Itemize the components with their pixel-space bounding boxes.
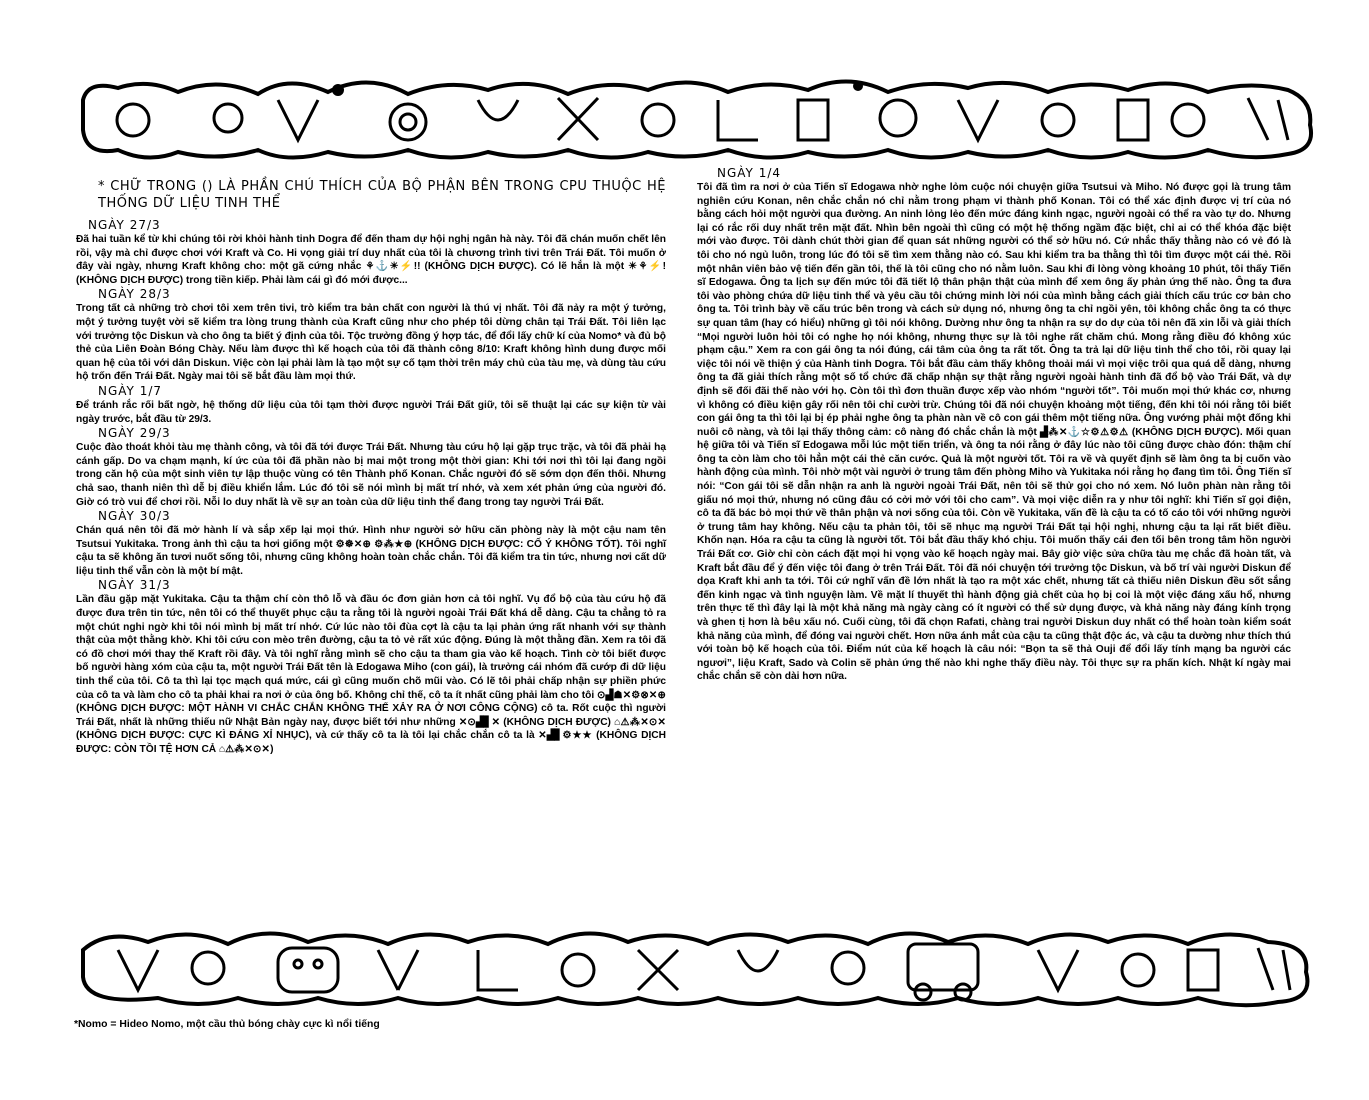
entry-date: NGÀY 30/3 (98, 509, 171, 524)
diary-entry (76, 384, 666, 426)
graffiti-lettering-top (78, 70, 1318, 166)
diary-right-column (697, 166, 1291, 684)
cpu-annotation-note: * CHỮ TRONG () LÀ PHẦN CHÚ THÍCH CỦA BỘ PHẬN BÊN TRONG CPU THUỘC HỆ THỐNG DỮ LIỆU TINH THỂ (98, 179, 666, 211)
entry-date: NGÀY 1/7 (98, 383, 163, 398)
entry-text: Đã hai tuần kể từ khi chúng tôi rời khỏi hành tinh Dogra để đến tham dự hội nghị ngân hà này. Tôi đã chán muốn chết lên rồi, vậy mà chỉ được chơi với Kraft và Co. Hi vọng giải trí duy nhất của tôi là chương trình tivi trên Trái Đất. Tôi muốn ở đây vài ngày, nhưng Kraft không cho: một gã cứng nhắc ⚘⚓☀⚡!! (KHÔNG DỊCH ĐƯỢC). Có lẽ hắn là một ☀⚘⚡! (KHÔNG DỊCH ĐƯỢC) trong tiền kiếp. Phải làm cái gì đó mới được... (76, 234, 666, 286)
entry-date: NGÀY 29/3 (98, 426, 171, 441)
diary-entry (697, 166, 1291, 684)
entry-text: Chán quá nên tôi đã mở hành lí và sắp xếp lại mọi thứ. Hình như người sở hữu căn phòng này là một cậu nam tên Tsutsui Yukitaka. Trong ảnh thì cậu ta hơi giống một ⚙☸✕⊕ ⚙⁂★⊕ (KHÔNG DỊCH ĐƯỢC: CỐ Ý KHÔNG TỐT). Tôi nghĩ cậu ta sẽ không ăn tươi nuốt sống tôi, nhưng cũng không hoàn toàn chắc chắn. Tôi đã kiểm tra tin tức, nhưng nơi cất dữ liệu tinh thể vẫn còn là một bí mật. (76, 525, 666, 577)
graffiti-lettering-bottom (78, 922, 1318, 1010)
entry-date: NGÀY 1/4 (717, 166, 782, 180)
top-graffiti-banner (78, 70, 1318, 166)
diary-left-column (76, 178, 666, 757)
entry-text: Trong tất cả những trò chơi tôi xem trên tivi, trò kiểm tra bản chất con người là thú vị nhất. Tôi đã nảy ra một ý tưởng, một ý tưởng tuyệt vời sẽ kiểm tra lòng trung thành của Kraft cũng như cho phép tôi dừng chân tại Trái Đất. Tôi liên lạc với trưởng tộc Diskun và cho ông ta biết ý định của tôi. Tộc trưởng đồng ý hợp tác, để đổi lấy chữ kí của Nomo* và đủ bộ thẻ của Liên Đoàn Bóng Chày. Nếu làm được thì kế hoạch của tôi đã thành công 8/10: Kraft không hình dung được mối quan hệ của tôi với dân Diskun. Việc còn lại phải làm là tạo một sự cố tạm thời trên máy chủ của tàu mẹ, và dùng tàu cứu hộ trốn đến Trái Đất. Ngày mai tôi sẽ bắt đầu làm mọi thứ. (76, 303, 666, 383)
diary-entry (76, 287, 666, 384)
entry-date: NGÀY 28/3 (98, 287, 171, 302)
bottom-graffiti-banner (78, 922, 1318, 1010)
entry-date: NGÀY 27/3 (88, 218, 161, 232)
footnote: *Nomo = Hideo Nomo, một cầu thủ bóng chày cực kì nổi tiếng (74, 1019, 380, 1030)
entry-text: Tôi đã tìm ra nơi ở của Tiến sĩ Edogawa nhờ nghe lỏm cuộc nói chuyện giữa Tsutsui và Miho. Nó được gọi là trung tâm nghiên cứu Konan, nên chắc chắn nó chỉ nằm trong phạm vi thành phố Konan. Tôi có thể xác định được vị trí của nó bằng cách hỏi một người qua đường. An ninh lỏng lẻo đến mức đáng kinh ngạc, người ngoài có thể ra vào tự do. Nhưng lại có rắc rối duy nhất trên mặt đất. Nhìn bên ngoài thì cũng có một hệ thống ngầm đặc biệt, chỉ ai có thể khóa đặc biệt mới vào được. Tôi dành chút thời gian để quan sát những người có thể sở hữu nó. Cứ nhắc thấy thằng nào có vẻ đó là tôi cho nó ngủ luôn, trong lúc đó tôi sẽ tìm xem thằng nào có. Sau khi kiểm tra ba thằng thì tôi tìm được một cái thẻ. Rồi một nhân viên bảo vệ tiến đến gần tôi, thế là tôi cũng cho nó nằm luôn. Sau khi đi lòng vòng khoảng 10 phút, tôi thấy Tiến sĩ Edogawa. Ông ta lịch sự đến mức tôi đã tiết lộ thân phận thật của mình để xem ông ấy phản ứng thế nào. Ông ta đưa tôi vào phòng chứa dữ liệu tinh thể và yêu cầu tôi chứng minh lời nói của mình bằng cách giải thích cấu trúc cơ bản cho ông ta. Tôi trình bày về cấu trúc bên trong và cách sử dụng nó, nhưng ông ta chỉ ngồi yên, tôi không chắc ông ta có thực sự quan tâm (hay có hiểu) những gì tôi nói không. Dường như ông ta nhận ra sự do dự của tôi nên đã xin lỗi và giải thích “Mọi người luôn hỏi tôi có nghe họ nói không, nhưng thực sự là tôi nghe rất chăm chú. Mong rằng điều đó không xúc phạm cậu.” Xem ra con gái ông ta nói đúng, cái tâm của ông ta rất tốt. Ông ta trả lại dữ liệu tinh thể cho tôi, rồi quay lại việc tôi nói về thiện ý của Hành tinh Dogra. Tôi bắt đầu cảm thấy không thoải mái vì mọi việc trôi qua quá dễ dàng, nhưng ông ta đã giải thích rằng một số tổ chức đã chấp nhận sự thật rằng người ngoài hành tinh đã đổ bộ vào Trái Đất, và dự định sẽ đối đãi thế nào với họ. Còn tôi thì đơn thuần được xếp vào nhóm “người tốt”. Tôi muốn mọi thứ khác cơ, nhưng vì không có điều kiện gây rối nên tôi chỉ cười trừ. Chúng tôi đã nói chuyện khoảng một tiếng, đến khi tôi nói rằng tôi biết con gái ông ta thì tôi lại bị ép phải nghe ông ta phàn nàn về cô con gái thêm một tiếng nữa. Ông vướng phải một đống khi nuôi cô nàng, và tôi lại thấy thông cảm: cô nàng đó chắc chắn là một ▟⁂✕⚓☆⚙⚠⚙⚠ (KHÔNG DỊCH ĐƯỢC). Mối quan hệ giữa tôi và Tiến sĩ Edogawa mỗi lúc một tiến triển, và ông ta nói rằng ở đây lúc nào tôi cũng được chào đón: thậm chí ông ta còn làm cho tôi hẳn một cái thẻ căn cước. Quả là một người tốt. Tôi ra về và quyết định sẽ làm ông ta bị cuốn vào hành động của mình. Tôi nhờ một vài người ở trung tâm đến phòng Miho và Yukitaka nói rằng họ đang tìm tôi. Ông Tiến sĩ nói: “Con gái tôi sẽ dẫn nhận ra anh là người ngoài Trái Đất, nên tôi sẽ thử gọi cho nó xem. Nó luôn phàn nàn rằng tôi giấu nó mọi thứ, nhưng nó cũng đâu có cởi mở với tôi cho cam”. Và mọi việc diễn ra y như tôi nghĩ: khi Tiến sĩ gọi điện, cô ta đã bác bỏ mọi thứ về thân phận và nơi sống của tôi. Còn về Yukitaka, vấn đề là cậu ta có tố cáo tôi với những người ở trung tâm hay không. Nếu cậu ta phản tôi, tôi sẽ nhục mạ người Trái Đất tại hội nghị, nhưng cậu ta lại rất biết điều. Khốn nạn. Hóa ra cậu ta cũng là người tốt. Tôi bắt đầu thấy khó chịu. Tôi muốn thấy cái đen tối bên trong tâm hồn người Trái Đất cơ. Giờ chỉ còn cách đặt mọi hi vọng vào kế hoạch ngày mai. Bây giờ việc sửa chữa tàu mẹ chắc đã hoàn tất, và Kraft bắt đầu để ý đến việc tôi đang ở trên Trái Đất. Tôi đã nói chuyện tới trưởng tộc Diskun, và bố trí vài người Diskun để dọa Kraft khi anh ta tới. Tôi cứ nghĩ vấn đề lớn nhất là tạo ra một xác chết, nhưng tất cả thiếu niên Diskun đều sốt sắng đến kinh ngạc và tình nguyện làm. Về mặt lí thuyết thì hành động giả chết của họ bị coi là một việc đáng xấu hổ, nhưng trên thực tế thì đây lại là một khả năng mà ngày càng có ít người có thể sử dụng được, và khả năng này đáng kính trọng và ghen tị hơn là bêu xấu nó. Cuối cùng, tôi đã chọn Rafati, chàng trai người Diskun duy nhất có thể hoàn toàn kiểm soát khả năng của mình, để đóng vai người chết. Hơn nữa ánh mắt của cậu ta cũng thật độc ác, và cậu ta dường như thích thú với toàn bộ kế hoạch của tôi. Điểm nút của kế hoạch là câu nói: “Bọn ta sẽ thả Ouji để đổi lấy tính mạng ba người các ngươi”, liệu Kraft, Sado và Colin sẽ phản ứng thế nào khi nghe thấy điều này. Tôi thực sự ra phấn kích. Nhật kí ngày mai chắc chắn sẽ còn dài hơn nữa. (697, 182, 1291, 683)
entry-text: Lần đầu gặp mặt Yukitaka. Cậu ta thậm chí còn thô lỗ và đầu óc đơn giản hơn cả tôi nghĩ. Vụ đổ bộ của tàu cứu hộ đã được đưa trên tin tức, nên tôi có thể thuyết phục cậu ta rằng tôi là người ngoài Trái Đất khá dễ dàng. Cậu ta chẳng tỏ ra một chút nghi ngờ khi tôi nói mình bị mất trí nhớ. Cứ lúc nào tôi đùa cợt là cậu ta lại phản ứng rất nhanh với sự thành thật của một thằng khờ. Khi tôi cứu con mèo trên đường, cậu ta tỏ vẻ rất xúc động. Đúng là một thằng đần. Xem ra tôi đã có đồ chơi mới thay thế Kraft rồi đây. Và tôi nghĩ rằng mình sẽ cho cậu ta tham gia vào kế hoạch. Tình cờ tôi biết được bố người hàng xóm của cậu ta, một người Trái Đất tên là Edogawa Miho (con gái), là trưởng cái nhóm đã cướp đi dữ liệu tinh thể của tôi. Cô ta thì lại tọc mạch quá mức, cái gì cũng muốn chõ mũi vào. Có lẽ tôi phải chấp nhận sự phiền phức của cô ta và làm cho cô ta phải khai ra nơi ở của ông bố. Không chỉ thế, cô ta ít nhất cũng phải làm cho tôi ⊙▟☗✕⚙⊗✕⊕ (KHÔNG DỊCH ĐƯỢC: MỘT HÀNH VI CHẮC CHẮN KHÔNG THỂ XẢY RA Ở NƠI CÔNG CỘNG) cô ta. Rốt cuộc thì người Trái Đất, nhất là những thiếu nữ Nhật Bản ngày nay, được biết tới như những ✕⊙▟▋✕ (KHÔNG DỊCH ĐƯỢC) ⌂⚠⁂✕⊙✕ (KHÔNG DỊCH ĐƯỢC: CỰC KÌ ĐÁNG XỈ NHỤC), và cứ thấy cô ta là tôi lại chắc chắn cô ta là ✕▟▋⚙★★ (KHÔNG DỊCH ĐƯỢC: CÒN TỒI TỆ HƠN CẢ ⌂⚠⁂✕⊙✕) (76, 594, 666, 755)
diary-entry (76, 426, 666, 509)
entry-text: Để tránh rắc rối bất ngờ, hệ thống dữ liệu của tôi tạm thời được người Trái Đất giữ, tôi sẽ thuật lại các sự kiện từ vài ngày trước, bắt đầu từ 29/3. (76, 399, 666, 425)
entry-text: Cuộc đào thoát khỏi tàu mẹ thành công, và tôi đã tới được Trái Đất. Nhưng tàu cứu hộ lại gặp trục trặc, và tôi đã phải hạ cánh gấp. Do va chạm mạnh, kí ức của tôi đã phần nào bị mai một trong một thời gian: Khi tới nơi thì tôi lại đang ngồi trong căn hộ của một sinh viên tự lập thuộc vùng có tên Thành phố Konan. Chắc người đó sẽ sớm dọn đến thôi. Nhưng chả sao, thanh niên thì dễ bị điều khiển lắm. Lúc đó tôi sẽ nói mình bị mất trí nhớ, và xem xét phản ứng của người đó. Giờ có trò vui để chơi rồi. Nỗi lo duy nhất là về sự an toàn của dữ liệu tinh thể đang trong tay người Trái Đất. (76, 442, 666, 508)
entry-date: NGÀY 31/3 (98, 578, 171, 593)
diary-entry (76, 578, 666, 756)
diary-entry (76, 218, 666, 287)
diary-entry (76, 509, 666, 578)
